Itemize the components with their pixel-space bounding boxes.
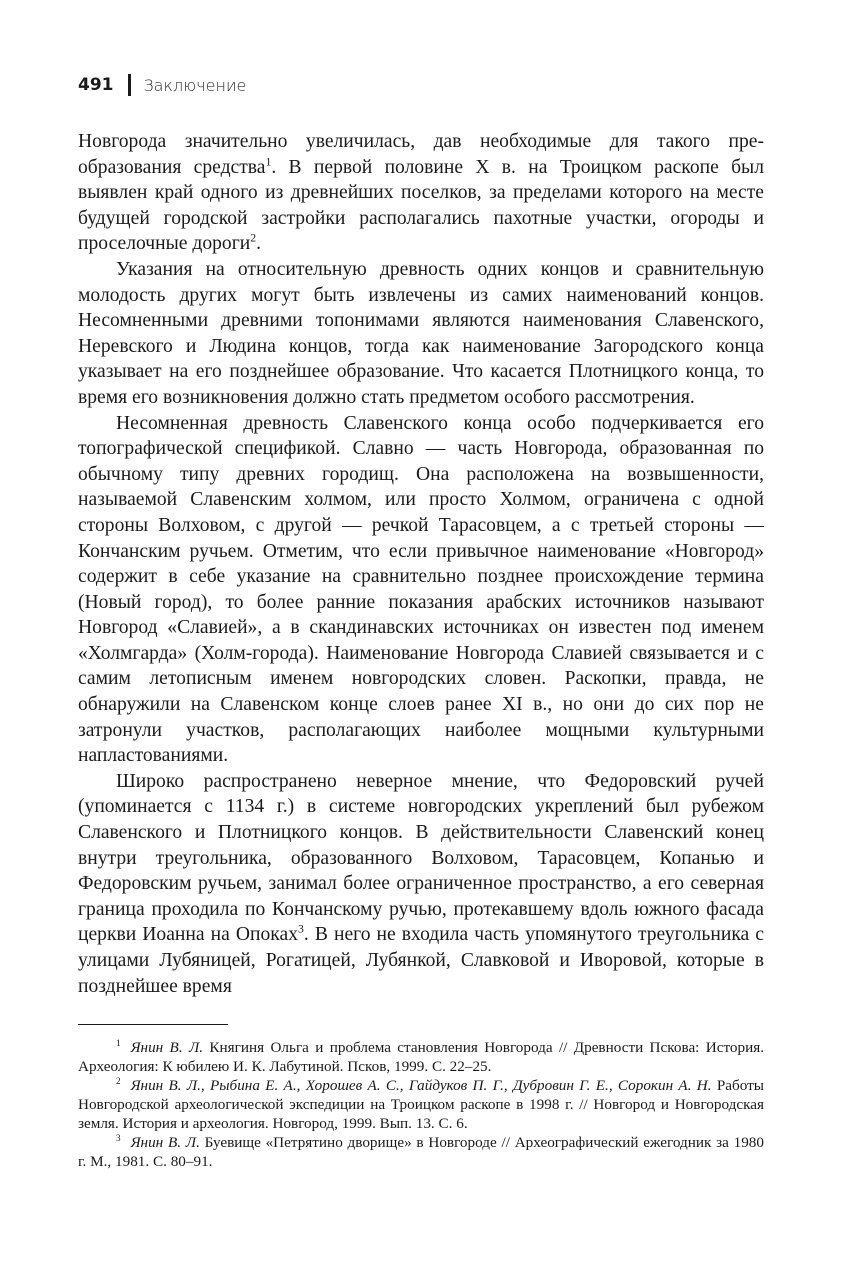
footnote-author: Янин В. Л., Рыбина Е. А., Хорошев А. С., Гайдуков П. Г., Дубровин Г. Е., Сорокин А. Н. — [130, 1077, 712, 1094]
paragraph — [78, 769, 764, 999]
paragraph — [78, 129, 764, 257]
paragraph — [78, 257, 764, 411]
footnote-author: Янин В. Л. — [130, 1134, 200, 1151]
footnote-text: Работы Новгородской археологической экспедиции на Троицком раскопе в 1998 г. // Новгород и Новгородская земля. История и археология. Новгород, 1999. Вып. 13. С. 6. — [78, 1077, 764, 1132]
footnote — [78, 1076, 764, 1133]
section-title: Заключение — [143, 75, 247, 95]
header-separator — [128, 74, 131, 96]
footnote-text: Княгиня Ольга и проблема становления Новгорода // Древности Пскова: История. Археология: К юбилею И. К. Лабутиной. Псков, 1999. С. 22–25. — [78, 1039, 764, 1075]
footnote-reference: 2 — [250, 231, 257, 245]
footnote — [78, 1133, 764, 1171]
footnote-reference: 1 — [265, 155, 272, 169]
paragraph-text: . В него не входила часть упомянутого треугольника с улицами Лубяницей, Рогатицей, Лубянкой, Славковой и Иворовой, которые в позднейшее время — [78, 924, 765, 997]
paragraph — [78, 411, 764, 769]
paragraph-text: Несомненная древность Славенского конца особо подчеркивается его топографической спецификой. Славно — часть Новгорода, образованная по обычному типу древних городищ. Она расположена на возвышенности, называемой Славенским холмом, или просто Холмом, ограничена с одной стороны Волховом, с другой — речкой Тарасовцем, а с третьей стороны — Кончанским ручьем. Отметим, что если привычное наименование «Новгород» содержит в себе указание на сравнительно позднее происхождение термина (Новый город), то более ранние показания арабских источников называют Новгород «Славией», а в скандинавских источниках он известен под именем «Холмгарда» (Холм-города). Наименование Новгорода Славией связывается и с самим летописным именем новгородских словен. Раскопки, правда, не обнаружили на Славенском конце слоев ранее XI в., но они до сих пор не затронули участков, располагающих наиболее мощными культурными напластованиями. — [78, 412, 764, 767]
page-number: 491 — [78, 75, 114, 95]
paragraph-text: . — [256, 233, 262, 255]
footnotes — [78, 1038, 764, 1171]
paragraph-text: Новгорода значительно увеличилась, дав необходимые для такого преобразования средства — [78, 131, 764, 178]
footnote-mark: 2 — [116, 1075, 121, 1086]
footnote-reference: 3 — [298, 922, 304, 936]
footnote — [78, 1038, 764, 1076]
footnote-text: Буевище «Петрятино дворище» в Новгороде // Археографический ежегодник за 1980 г. М., 1981. С. 80–91. — [78, 1134, 764, 1170]
paragraph-text: Широко распространено неверное мнение, что Федоровский ручей (упоминается с 1134 г.) в системе новгородских укреплений был рубежом Славенского и Плотницкого концов. В действительности Славенский конец внутри треугольника, образованного Волховом, Тарасовцем, Копанью и Федоровским ручьем, занимал более ограниченное пространство, а его северная граница проходила по Кончанскому ручью, протекавшему вдоль южного фасада церкви Иоанна на Опоках — [78, 770, 764, 946]
footnote-rule — [78, 1024, 228, 1025]
footnote-mark: 3 — [116, 1132, 121, 1143]
paragraph-text: Указания на относительную древность одних концов и сравнительную молодость других могут быть извлечены из самих наименований концов. Несомненными древними топонимами являются наименования Славенского, Неревского и Людина концов, тогда как наименование Загородского конца указывает на его позднейшее образование. Что касается Плотницкого конца, то время его возникновения должно стать предметом особого рассмотрения. — [78, 258, 764, 408]
paragraph-text: . В первой половине X в. на Троицком раскопе был выявлен край одного из древнейших поселков, за пределами которого на месте будущей городской застройки располагались пахотные участки, огороды и проселочные дороги — [78, 156, 764, 255]
footnote-mark: 1 — [116, 1037, 121, 1048]
body-text — [78, 129, 764, 999]
footnote-author: Янин В. Л. — [130, 1039, 204, 1056]
running-header — [78, 72, 246, 98]
